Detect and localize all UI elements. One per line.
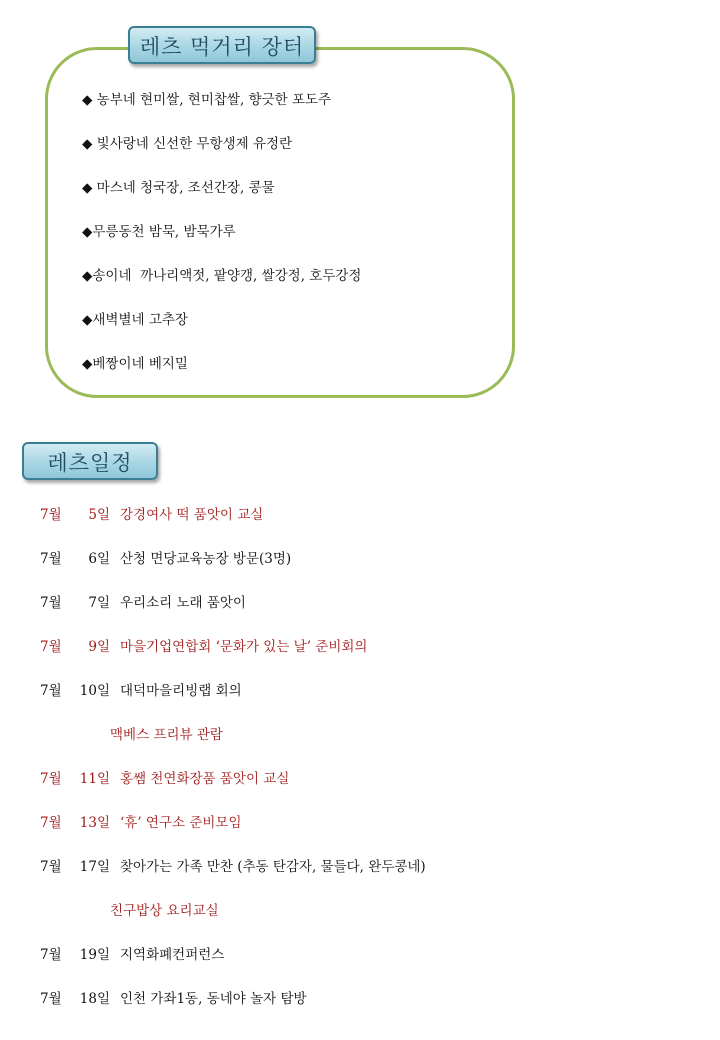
market-item: ◆베짱이네 베지밀 — [82, 356, 188, 372]
schedule-event: 홍쌤 천연화장품 품앗이 교실 — [120, 771, 290, 787]
market-title: 레츠 먹거리 장터 — [128, 26, 316, 64]
schedule-month: 7월 — [40, 815, 62, 831]
market-item: ◆ 빛사랑네 신선한 무항생제 유정란 — [82, 136, 293, 152]
schedule-month: 7월 — [40, 947, 62, 963]
market-list — [82, 88, 361, 396]
schedule-row — [40, 811, 426, 855]
schedule-month: 7월 — [40, 551, 62, 567]
schedule-row — [40, 899, 426, 943]
schedule-event: 인천 가좌1동, 동네야 놀자 탐방 — [120, 991, 307, 1007]
schedule-row — [40, 635, 426, 679]
schedule-event: 마을기업연합회 ‘문화가 있는 날’ 준비회의 — [120, 639, 368, 655]
market-item: ◆새벽별네 고추장 — [82, 312, 188, 328]
schedule-day: 19일 — [79, 947, 110, 963]
schedule-row — [40, 943, 426, 987]
schedule-month: 7월 — [40, 771, 62, 787]
schedule-day: 11일 — [79, 771, 110, 787]
schedule-title: 레츠일정 — [22, 442, 158, 480]
schedule-event: 대덕마을리빙랩 회의 — [120, 683, 242, 699]
schedule-day: 9일 — [88, 639, 110, 655]
schedule-event: 지역화폐컨퍼런스 — [120, 947, 225, 963]
schedule-event: 산청 면당교육농장 방문(3명) — [120, 551, 292, 567]
schedule-row — [40, 591, 426, 635]
schedule-day: 7일 — [88, 595, 110, 611]
schedule-event: 맥베스 프리뷰 관람 — [110, 727, 223, 743]
schedule-event: ‘휴’ 연구소 준비모임 — [120, 815, 242, 831]
market-item: ◆ 농부네 현미쌀, 현미찹쌀, 향긋한 포도주 — [82, 92, 332, 108]
schedule-row — [40, 679, 426, 723]
schedule-month: 7월 — [40, 859, 62, 875]
schedule-day: 17일 — [79, 859, 110, 875]
schedule-month: 7월 — [40, 595, 62, 611]
market-item: ◆무릉동천 밤묵, 밤묵가루 — [82, 224, 236, 240]
schedule-event: 찾아가는 가족 만찬 (추동 탄감자, 물들다, 완두콩네) — [120, 859, 426, 875]
schedule-row — [40, 547, 426, 591]
schedule-row — [40, 767, 426, 811]
schedule-event: 강경여사 떡 품앗이 교실 — [120, 507, 264, 523]
schedule-month: 7월 — [40, 507, 62, 523]
schedule-day: 18일 — [79, 991, 110, 1007]
schedule-month: 7월 — [40, 639, 62, 655]
schedule-list — [40, 503, 426, 1031]
schedule-row — [40, 855, 426, 899]
schedule-event: 우리소리 노래 품앗이 — [120, 595, 246, 611]
schedule-event: 친구밥상 요리교실 — [110, 903, 219, 919]
schedule-row — [40, 987, 426, 1031]
schedule-month: 7월 — [40, 683, 62, 699]
market-item: ◆ 마스네 청국장, 조선간장, 콩물 — [82, 180, 275, 196]
schedule-day: 13일 — [79, 815, 110, 831]
schedule-row — [40, 503, 426, 547]
market-item: ◆송이네 까나리액젓, 팥양갱, 쌀강정, 호두강정 — [82, 268, 362, 284]
schedule-day: 6일 — [88, 551, 110, 567]
schedule-row — [40, 723, 426, 767]
schedule-day: 10일 — [79, 683, 110, 699]
schedule-day: 5일 — [88, 507, 110, 523]
schedule-month: 7월 — [40, 991, 62, 1007]
